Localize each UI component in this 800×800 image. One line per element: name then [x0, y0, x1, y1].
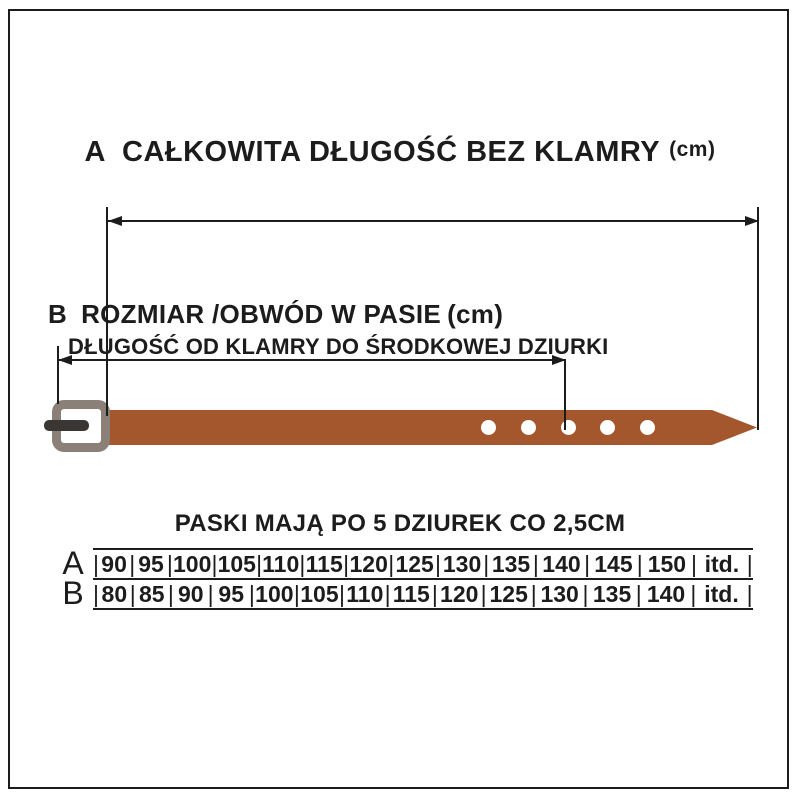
cell-separator: |	[299, 550, 306, 577]
cell-separator: |	[532, 550, 539, 577]
size-value: 130	[540, 580, 579, 607]
size-value: 145	[594, 550, 633, 577]
size-value: 105	[217, 550, 256, 577]
heading-b-subtext: DŁUGOŚĆ OD KLAMRY DO ŚRODKOWEJ DZIURKI	[68, 334, 609, 359]
cell-separator: |	[384, 580, 391, 607]
heading-b-letter: B	[48, 299, 68, 329]
size-value: 125	[395, 550, 434, 577]
size-value: itd.	[704, 550, 740, 577]
belt-hole	[640, 420, 655, 435]
belt-hole	[600, 420, 615, 435]
cell-separator: |	[129, 550, 136, 577]
cell-separator: |	[584, 550, 591, 577]
size-value: 120	[349, 550, 388, 577]
size-value: 90	[177, 580, 204, 607]
size-value: 95	[138, 550, 164, 577]
size-value: 150	[647, 550, 687, 577]
cell-separator: |	[530, 580, 537, 607]
row-label-a: A	[62, 545, 84, 581]
belt-prong-icon	[44, 420, 89, 431]
cell-separator: |	[211, 550, 218, 577]
border-frame	[8, 9, 789, 789]
size-value: 100	[173, 550, 212, 577]
size-value: 85	[139, 580, 165, 607]
heading-a	[0, 136, 800, 169]
belt-hole	[521, 420, 536, 435]
cell-separator: |	[343, 550, 350, 577]
cell-separator: |	[256, 550, 263, 577]
cell-separator: |	[166, 550, 173, 577]
cell-separator: |	[690, 580, 697, 607]
cell-separator: |	[248, 580, 255, 607]
dimension-a-line	[108, 220, 759, 222]
holes-note: PASKI MAJĄ PO 5 DZIUREK CO 2,5CM	[174, 510, 626, 537]
size-value: 130	[442, 550, 482, 577]
size-table	[93, 548, 753, 610]
size-table-row-a	[93, 548, 753, 578]
size-value: 110	[262, 550, 300, 577]
cell-separator: |	[483, 550, 490, 577]
belt-hole	[481, 420, 496, 435]
size-value: 90	[101, 550, 127, 577]
size-value: 80	[101, 580, 128, 607]
size-table-row-b	[93, 578, 753, 610]
cell-separator: |	[431, 580, 438, 607]
cell-separator: |	[93, 580, 99, 607]
size-value: 105	[300, 580, 339, 607]
cell-separator: |	[167, 580, 174, 607]
size-value: 125	[489, 580, 528, 607]
cell-separator: |	[582, 580, 589, 607]
heading-b-text: ROZMIAR /OBWÓD W PASIE	[81, 299, 442, 329]
cell-separator: |	[338, 580, 345, 607]
cell-separator: |	[129, 580, 136, 607]
cell-separator: |	[635, 580, 642, 607]
size-value: 110	[346, 580, 384, 607]
cell-separator: |	[93, 550, 99, 577]
cell-separator: |	[746, 550, 753, 577]
heading-a-unit: (cm)	[669, 138, 716, 161]
cell-separator: |	[388, 550, 395, 577]
dimension-a-extension-right	[757, 207, 759, 430]
size-value: itd.	[704, 580, 739, 607]
cell-separator: |	[480, 580, 487, 607]
cell-separator: |	[207, 580, 214, 607]
cell-separator: |	[691, 550, 697, 577]
cell-separator: |	[746, 580, 753, 607]
belt-strap	[100, 410, 712, 445]
cell-separator: |	[293, 580, 300, 607]
size-value: 140	[542, 550, 581, 577]
heading-a-letter: A	[84, 136, 106, 168]
heading-b	[48, 299, 609, 360]
size-value: 115	[392, 580, 430, 607]
cell-separator: |	[636, 550, 643, 577]
size-value: 120	[440, 580, 479, 607]
size-value: 135	[491, 550, 531, 577]
size-value: 140	[646, 580, 686, 607]
dimension-b-extension-right	[564, 360, 566, 430]
size-value: 135	[592, 580, 632, 607]
dimension-a-arrowhead-left-icon	[108, 216, 122, 226]
heading-a-text: CAŁKOWITA DŁUGOŚĆ BEZ KLAMRY	[122, 136, 661, 168]
heading-b-unit: (cm)	[447, 299, 504, 329]
size-value: 100	[255, 580, 294, 607]
size-value: 115	[305, 550, 343, 577]
row-label-b: B	[62, 575, 84, 611]
cell-separator: |	[434, 550, 441, 577]
size-value: 95	[218, 580, 244, 607]
heading-b-line1	[48, 299, 609, 330]
